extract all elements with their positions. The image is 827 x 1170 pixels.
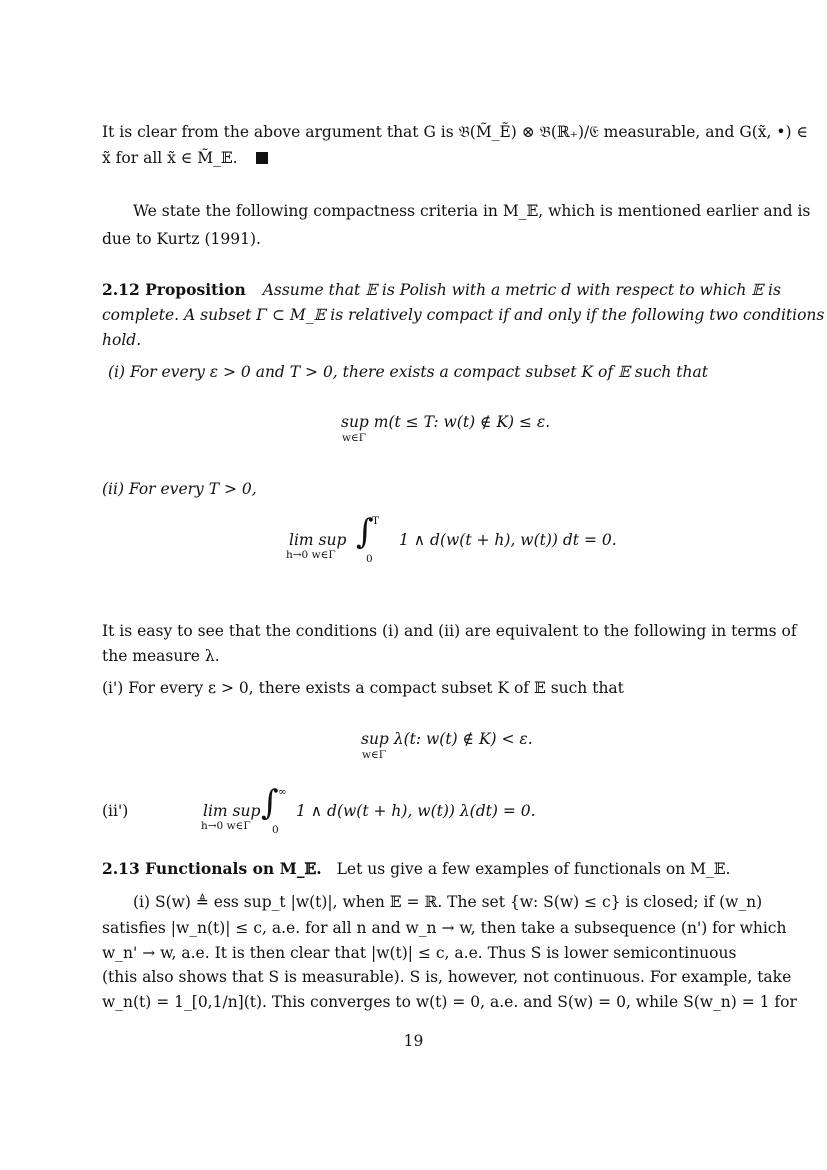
paragraph-line: (i) S(w) ≜ ess sup_t |w(t)|, when 𝔼 = ℝ. The set {w: S(w) ≤ c} is closed; if (w_n) xyxy=(133,893,763,911)
proposition-line: complete. A subset Γ ⊂ M_𝔼 is relatively compact if and only if the following two conditions xyxy=(102,306,825,324)
proposition-text: Assume that 𝔼 is Polish with a metric d with respect to which 𝔼 is xyxy=(262,281,781,299)
proposition-heading: 2.12 Proposition xyxy=(102,280,246,299)
integral-upper-limit: ∞ xyxy=(278,786,287,798)
paragraph-line: due to Kurtz (1991). xyxy=(102,230,261,248)
paragraph-line-text: x̃ for all x̃ ∈ M̃_𝔼. xyxy=(102,149,238,167)
section-heading: 2.13 Functionals on M_𝔼. xyxy=(102,859,322,878)
equation-subscript: h→0 w∈Γ xyxy=(201,820,251,832)
integral-sign-icon: ∫ xyxy=(261,783,279,823)
proposition-line: hold. xyxy=(102,331,142,349)
equation-integrand: 1 ∧ d(w(t + h), w(t)) λ(dt) = 0. xyxy=(296,802,536,820)
equation-sup-m: sup m(t ≤ T: w(t) ∉ K) ≤ ε. xyxy=(341,413,551,431)
condition-i: (i) For every ε > 0 and T > 0, there exists a compact subset K of 𝔼 such that xyxy=(108,363,708,381)
integral-lower-limit: 0 xyxy=(272,824,279,836)
equation-integrand: 1 ∧ d(w(t + h), w(t)) dt = 0. xyxy=(399,531,617,549)
qed-square-icon xyxy=(256,152,268,164)
integral-lower-limit: 0 xyxy=(366,553,373,565)
condition-ii: (ii) For every T > 0, xyxy=(102,480,257,498)
page-number: 19 xyxy=(403,1032,424,1050)
section-text: Let us give a few examples of functionals on M_𝔼. xyxy=(336,860,731,878)
paragraph-line: w_n' → w, a.e. It is then clear that |w(t)| ≤ c, a.e. Thus S is lower semicontinuous xyxy=(102,944,737,962)
paragraph-line: (this also shows that S is measurable). S is, however, not continuous. For example, take xyxy=(102,968,792,986)
equation-lim-sup: lim sup xyxy=(289,531,347,549)
paragraph-line: It is clear from the above argument that G is 𝔅(M̃_Ẽ) ⊗ 𝔅(ℝ₊)/𝔈 measurable, and G(x̃, •) ∈ xyxy=(102,123,808,141)
section-line xyxy=(102,859,730,879)
equation-subscript: w∈Γ xyxy=(362,749,387,761)
condition-i-prime: (i') For every ε > 0, there exists a compact subset K of 𝔼 such that xyxy=(102,679,624,697)
paragraph-line: satisfies |w_n(t)| ≤ c, a.e. for all n and w_n → w, then take a subsequence (n') for which xyxy=(102,919,787,937)
equation-lim-sup: lim sup xyxy=(203,802,261,820)
proposition-line xyxy=(102,280,781,300)
equation-subscript: h→0 w∈Γ xyxy=(286,549,336,561)
paragraph-line: We state the following compactness criteria in M_𝔼, which is mentioned earlier and is xyxy=(133,202,811,220)
equation-sup-lambda: sup λ(t: w(t) ∉ K) < ε. xyxy=(361,730,533,748)
equation-label: (ii') xyxy=(102,802,129,820)
integral-sign-icon: ∫ xyxy=(356,512,374,552)
paragraph-line: It is easy to see that the conditions (i) and (ii) are equivalent to the following in terms of xyxy=(102,622,797,640)
paragraph-line xyxy=(102,148,268,168)
paragraph-line: w_n(t) = 1_[0,1/n](t). This converges to w(t) = 0, a.e. and S(w) = 0, while S(w_n) = 1 for xyxy=(102,993,797,1011)
integral-upper-limit: T xyxy=(372,515,380,527)
paragraph-line: the measure λ. xyxy=(102,647,220,665)
equation-subscript: w∈Γ xyxy=(342,432,367,444)
